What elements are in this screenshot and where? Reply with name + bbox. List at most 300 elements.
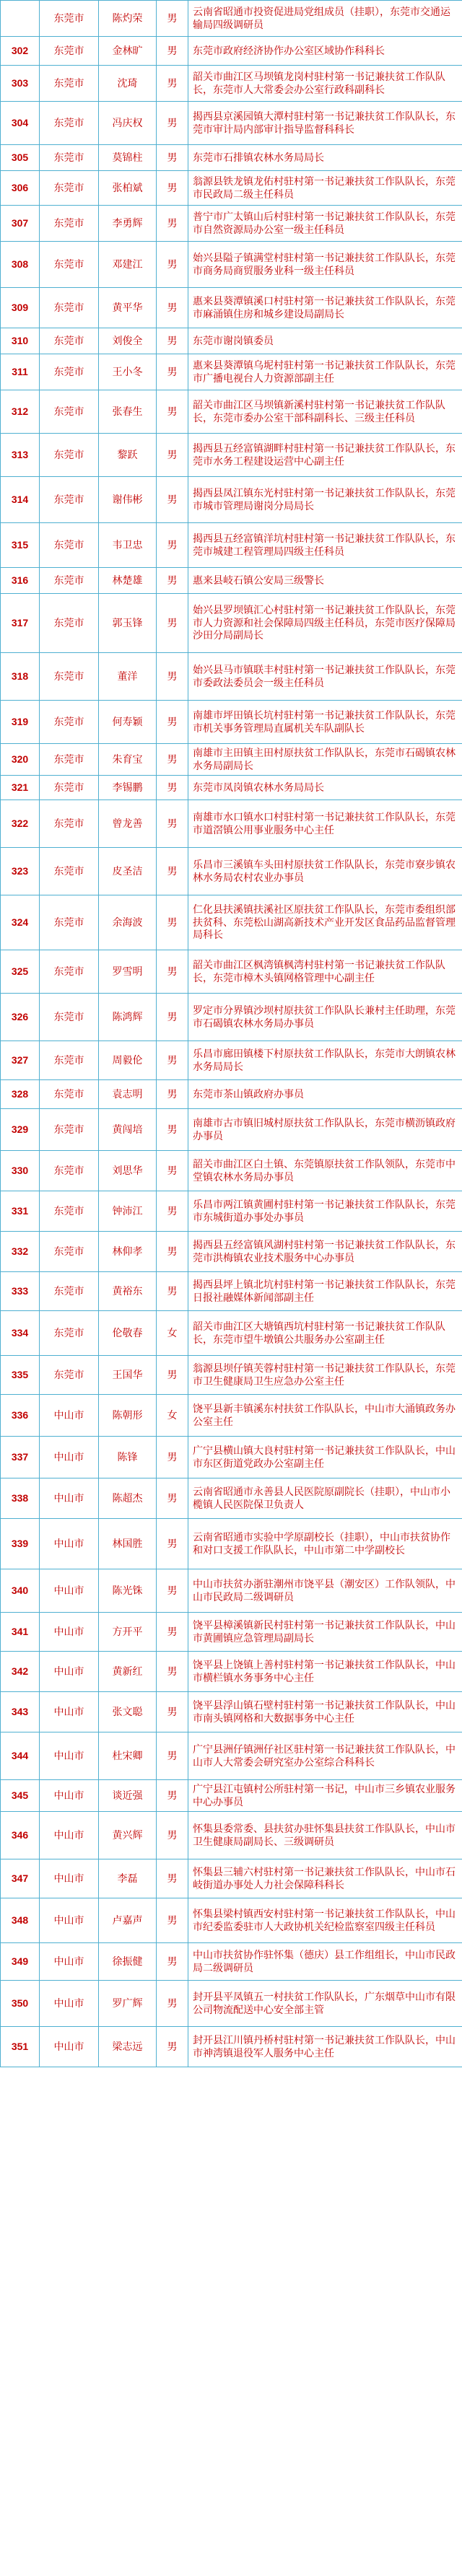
position-cell: 广宁县江屯镇村公所驻村第一书记，中山市三乡镇农业服务中心办事员	[188, 1780, 462, 1812]
name-cell: 邓建江	[99, 242, 157, 288]
gender-cell: 男	[157, 288, 188, 328]
table-row	[1, 1080, 462, 1109]
gender-cell: 男	[157, 1437, 188, 1478]
gender-cell: 男	[157, 1191, 188, 1232]
position-cell: 南雄市主田镇主田村原扶贫工作队队长，东莞市石碣镇农林水务局副局长	[188, 744, 462, 776]
gender-cell: 男	[157, 1780, 188, 1812]
name-cell: 林国胜	[99, 1519, 157, 1569]
gender-cell: 男	[157, 1272, 188, 1311]
table-row	[1, 800, 462, 848]
gender-cell: 男	[157, 744, 188, 776]
table-row	[1, 1692, 462, 1732]
position-cell: 仁化县扶溪镇扶溪社区原扶贫工作队队长，东莞市委组织部扶贫科、东莞松山湖高新技术产业开发区食品药品监督管理局科长	[188, 895, 462, 950]
city-cell: 东莞市	[40, 701, 99, 744]
row-number: 311	[1, 354, 40, 390]
city-cell: 东莞市	[40, 1232, 99, 1272]
city-cell: 东莞市	[40, 1356, 99, 1395]
table-row	[1, 1981, 462, 2027]
gender-cell: 男	[157, 1109, 188, 1151]
gender-cell: 男	[157, 354, 188, 390]
position-cell: 东莞市茶山镇政府办事员	[188, 1080, 462, 1109]
city-cell: 东莞市	[40, 1109, 99, 1151]
city-cell: 东莞市	[40, 328, 99, 354]
name-cell: 卢嘉声	[99, 1898, 157, 1943]
name-cell: 梁志远	[99, 2027, 157, 2067]
table-row	[1, 1943, 462, 1981]
position-cell: 韶关市曲江区马坝镇龙岗村驻村第一书记兼扶贫工作队队长，东莞市人大常委会办公室行政科副科长	[188, 66, 462, 102]
name-cell: 张柏斌	[99, 171, 157, 206]
row-number: 345	[1, 1780, 40, 1812]
name-cell: 伦敬春	[99, 1311, 157, 1356]
position-cell: 始兴县隘子镇满堂村驻村第一书记兼扶贫工作队队长，东莞市商务局商贸服务业科一级主任科员	[188, 242, 462, 288]
city-cell: 中山市	[40, 1692, 99, 1732]
city-cell: 东莞市	[40, 434, 99, 477]
city-cell: 东莞市	[40, 206, 99, 242]
row-number: 324	[1, 895, 40, 950]
position-cell: 惠来县岐石镇公安局三级警长	[188, 568, 462, 594]
name-cell: 林楚雄	[99, 568, 157, 594]
gender-cell: 男	[157, 1613, 188, 1652]
name-cell: 韦卫忠	[99, 523, 157, 568]
gender-cell: 男	[157, 145, 188, 171]
name-cell: 陈灼荣	[99, 1, 157, 37]
gender-cell: 男	[157, 594, 188, 653]
table-row	[1, 1437, 462, 1478]
city-cell: 东莞市	[40, 568, 99, 594]
row-number: 331	[1, 1191, 40, 1232]
row-number: 322	[1, 800, 40, 848]
row-number: 310	[1, 328, 40, 354]
position-cell: 东莞市凤岗镇农林水务局局长	[188, 776, 462, 800]
name-cell: 周毅伦	[99, 1041, 157, 1080]
city-cell: 东莞市	[40, 994, 99, 1041]
table-row	[1, 1151, 462, 1191]
table-row	[1, 1478, 462, 1519]
table-row	[1, 390, 462, 434]
gender-cell: 男	[157, 950, 188, 994]
table-row	[1, 1652, 462, 1692]
position-cell: 南雄市古市镇旧城村原扶贫工作队队长，东莞市横沥镇政府办事员	[188, 1109, 462, 1151]
name-cell: 罗雪明	[99, 950, 157, 994]
name-cell: 张春生	[99, 390, 157, 434]
position-cell: 韶关市曲江区马坝镇新溪村驻村第一书记兼扶贫工作队队长，东莞市委办公室干部科副科长、三级主任科员	[188, 390, 462, 434]
name-cell: 冯庆权	[99, 102, 157, 145]
gender-cell: 男	[157, 1, 188, 37]
city-cell: 东莞市	[40, 594, 99, 653]
gender-cell: 男	[157, 1080, 188, 1109]
city-cell: 东莞市	[40, 1151, 99, 1191]
name-cell: 杜宋卿	[99, 1732, 157, 1780]
row-number: 321	[1, 776, 40, 800]
table-row	[1, 1859, 462, 1898]
row-number: 334	[1, 1311, 40, 1356]
row-number: 307	[1, 206, 40, 242]
position-cell: 惠来县葵潭镇溪口村驻村第一书记兼扶贫工作队队长，东莞市麻涌镇住房和城乡建设局副局长	[188, 288, 462, 328]
name-cell: 陈光铢	[99, 1569, 157, 1613]
city-cell: 中山市	[40, 1395, 99, 1437]
table-row	[1, 744, 462, 776]
position-cell: 广宁县横山镇大良村驻村第一书记兼扶贫工作队队长，中山市东区街道党政办公室副主任	[188, 1437, 462, 1478]
gender-cell: 女	[157, 1311, 188, 1356]
position-cell: 揭西县五经富镇风湖村驻村第一书记兼扶贫工作队队长，东莞市洪梅镇农业技术服务中心办事员	[188, 1232, 462, 1272]
name-cell: 罗广辉	[99, 1981, 157, 2027]
gender-cell: 男	[157, 848, 188, 895]
table-row	[1, 2027, 462, 2067]
gender-cell: 男	[157, 653, 188, 701]
row-number: 338	[1, 1478, 40, 1519]
city-cell: 东莞市	[40, 242, 99, 288]
position-cell: 南雄市坪田镇长坑村驻村第一书记兼扶贫工作队队长，东莞市机关事务管理局直属机关车队副队长	[188, 701, 462, 744]
position-cell: 饶平县上饶镇上善村驻村第一书记兼扶贫工作队队长，中山市横栏镇水务事务中心主任	[188, 1652, 462, 1692]
gender-cell: 女	[157, 1395, 188, 1437]
row-number: 351	[1, 2027, 40, 2067]
gender-cell: 男	[157, 1981, 188, 2027]
position-cell: 中山市扶贫协作驻怀集（德庆）县工作组组长，中山市民政局二级调研员	[188, 1943, 462, 1981]
city-cell: 中山市	[40, 1478, 99, 1519]
position-cell: 翁源县铁龙镇龙佑村驻村第一书记兼扶贫工作队队长，东莞市民政局二级主任科员	[188, 171, 462, 206]
city-cell: 中山市	[40, 1898, 99, 1943]
row-number: 317	[1, 594, 40, 653]
gender-cell: 男	[157, 1812, 188, 1859]
city-cell: 中山市	[40, 1812, 99, 1859]
table-row	[1, 1898, 462, 1943]
gender-cell: 男	[157, 568, 188, 594]
table-row	[1, 1569, 462, 1613]
row-number: 320	[1, 744, 40, 776]
city-cell: 东莞市	[40, 1041, 99, 1080]
city-cell: 中山市	[40, 2027, 99, 2067]
city-cell: 东莞市	[40, 776, 99, 800]
table-row	[1, 242, 462, 288]
row-number: 344	[1, 1732, 40, 1780]
name-cell: 张文聪	[99, 1692, 157, 1732]
table-row	[1, 776, 462, 800]
row-number: 340	[1, 1569, 40, 1613]
name-cell: 陈朝形	[99, 1395, 157, 1437]
row-number: 328	[1, 1080, 40, 1109]
name-cell: 陈锋	[99, 1437, 157, 1478]
position-cell: 东莞市石排镇农林水务局局长	[188, 145, 462, 171]
position-cell: 云南省昭通市投资促进局党组成员（挂职），东莞市交通运输局四级调研员	[188, 1, 462, 37]
gender-cell: 男	[157, 994, 188, 1041]
name-cell: 徐振健	[99, 1943, 157, 1981]
position-cell: 揭西县京溪园镇大潭村驻村第一书记兼扶贫工作队队长，东莞市审计局内部审计指导监督科科长	[188, 102, 462, 145]
position-cell: 韶关市曲江区白土镇、东莞镇原扶贫工作队领队，东莞市中堂镇农林水务局办事员	[188, 1151, 462, 1191]
gender-cell: 男	[157, 206, 188, 242]
table-row	[1, 1272, 462, 1311]
row-number: 342	[1, 1652, 40, 1692]
table-row	[1, 206, 462, 242]
gender-cell: 男	[157, 776, 188, 800]
position-cell: 东莞市谢岗镇委员	[188, 328, 462, 354]
row-number: 348	[1, 1898, 40, 1943]
city-cell: 东莞市	[40, 1191, 99, 1232]
gender-cell: 男	[157, 701, 188, 744]
name-cell: 皮圣洁	[99, 848, 157, 895]
gender-cell: 男	[157, 171, 188, 206]
name-cell: 黄裕东	[99, 1272, 157, 1311]
position-cell: 怀集县梁村镇西安村驻村第一书记兼扶贫工作队队长，中山市纪委监委驻市人大政协机关纪检监察室四级主任科员	[188, 1898, 462, 1943]
row-number	[1, 1, 40, 37]
name-cell: 王小冬	[99, 354, 157, 390]
gender-cell: 男	[157, 1859, 188, 1898]
position-cell: 封开县平凤镇五一村扶贫工作队队长，广东烟草中山市有限公司物流配送中心安全部主管	[188, 1981, 462, 2027]
row-number: 316	[1, 568, 40, 594]
position-cell: 惠来县葵潭镇乌坭村驻村第一书记兼扶贫工作队队长，东莞市广播电视台人力资源部副主任	[188, 354, 462, 390]
table-row	[1, 477, 462, 523]
table-row	[1, 1519, 462, 1569]
position-cell: 翁源县坝仔镇芙蓉村驻村第一书记兼扶贫工作队队长，东莞市卫生健康局卫生应急办公室主任	[188, 1356, 462, 1395]
name-cell: 朱育宝	[99, 744, 157, 776]
gender-cell: 男	[157, 895, 188, 950]
table-row	[1, 1613, 462, 1652]
name-cell: 刘思华	[99, 1151, 157, 1191]
table-row	[1, 568, 462, 594]
row-number: 332	[1, 1232, 40, 1272]
table-row	[1, 434, 462, 477]
city-cell: 中山市	[40, 1780, 99, 1812]
city-cell: 东莞市	[40, 1, 99, 37]
city-cell: 东莞市	[40, 744, 99, 776]
city-cell: 中山市	[40, 1652, 99, 1692]
name-cell: 何寿颖	[99, 701, 157, 744]
position-cell: 云南省昭通市实验中学原副校长（挂职），中山市扶贫协作和对口支援工作队队长，中山市第二中学副校长	[188, 1519, 462, 1569]
city-cell: 东莞市	[40, 477, 99, 523]
city-cell: 东莞市	[40, 1272, 99, 1311]
name-cell: 董洋	[99, 653, 157, 701]
city-cell: 东莞市	[40, 171, 99, 206]
row-number: 343	[1, 1692, 40, 1732]
position-cell: 广宁县洲仔镇洲仔社区驻村第一书记兼扶贫工作队队长，中山市人大常委会研究室办公室综合科科长	[188, 1732, 462, 1780]
row-number: 314	[1, 477, 40, 523]
row-number: 304	[1, 102, 40, 145]
table-row	[1, 1395, 462, 1437]
position-cell: 乐昌市廊田镇楼下村原扶贫工作队队长，东莞市大朗镇农林水务局局长	[188, 1041, 462, 1080]
city-cell: 中山市	[40, 1569, 99, 1613]
position-cell: 始兴县马市镇联丰村驻村第一书记兼扶贫工作队队长，东莞市委政法委员会一级主任科员	[188, 653, 462, 701]
table-row	[1, 895, 462, 950]
name-cell: 黎跃	[99, 434, 157, 477]
city-cell: 中山市	[40, 1437, 99, 1478]
table-row	[1, 145, 462, 171]
table-row	[1, 1041, 462, 1080]
name-cell: 陈鸿辉	[99, 994, 157, 1041]
city-cell: 东莞市	[40, 145, 99, 171]
gender-cell: 男	[157, 477, 188, 523]
gender-cell: 男	[157, 1232, 188, 1272]
gender-cell: 男	[157, 1569, 188, 1613]
gender-cell: 男	[157, 390, 188, 434]
gender-cell: 男	[157, 1943, 188, 1981]
table-row	[1, 1356, 462, 1395]
city-cell: 东莞市	[40, 37, 99, 66]
gender-cell: 男	[157, 523, 188, 568]
position-cell: 云南省昭通市永善县人民医院原副院长（挂职），中山市小榄镇人民医院保卫负责人	[188, 1478, 462, 1519]
gender-cell: 男	[157, 1732, 188, 1780]
row-number: 336	[1, 1395, 40, 1437]
city-cell: 东莞市	[40, 1080, 99, 1109]
name-cell: 黄兴辉	[99, 1812, 157, 1859]
table-row	[1, 37, 462, 66]
city-cell: 东莞市	[40, 390, 99, 434]
table-row	[1, 1, 462, 37]
city-cell: 中山市	[40, 1519, 99, 1569]
name-cell: 王国华	[99, 1356, 157, 1395]
city-cell: 东莞市	[40, 523, 99, 568]
name-cell: 郭玉锋	[99, 594, 157, 653]
gender-cell: 男	[157, 1652, 188, 1692]
row-number: 323	[1, 848, 40, 895]
position-cell: 中山市扶贫办浙驻潮州市饶平县（潮安区）工作队领队，中山市民政局二级调研员	[188, 1569, 462, 1613]
name-cell: 谈近强	[99, 1780, 157, 1812]
name-cell: 李锡鹏	[99, 776, 157, 800]
city-cell: 东莞市	[40, 950, 99, 994]
table-row	[1, 950, 462, 994]
city-cell: 东莞市	[40, 848, 99, 895]
row-number: 329	[1, 1109, 40, 1151]
gender-cell: 男	[157, 1041, 188, 1080]
position-cell: 揭西县坪上镇北坑村驻村第一书记兼扶贫工作队队长，东莞日报社融媒体新闻部副主任	[188, 1272, 462, 1311]
gender-cell: 男	[157, 1356, 188, 1395]
table-row	[1, 288, 462, 328]
table-row	[1, 1311, 462, 1356]
name-cell: 方开平	[99, 1613, 157, 1652]
table-row	[1, 66, 462, 102]
row-number: 341	[1, 1613, 40, 1652]
table-row	[1, 102, 462, 145]
row-number: 330	[1, 1151, 40, 1191]
table-row	[1, 594, 462, 653]
position-cell: 怀集县委常委、县扶贫办驻怀集县扶贫工作队队长，中山市卫生健康局副局长、三级调研员	[188, 1812, 462, 1859]
row-number: 305	[1, 145, 40, 171]
name-cell: 黄新红	[99, 1652, 157, 1692]
row-number: 306	[1, 171, 40, 206]
table-row	[1, 354, 462, 390]
city-cell: 中山市	[40, 1981, 99, 2027]
name-cell: 黄闯培	[99, 1109, 157, 1151]
name-cell: 林仰孝	[99, 1232, 157, 1272]
row-number: 308	[1, 242, 40, 288]
city-cell: 中山市	[40, 1859, 99, 1898]
gender-cell: 男	[157, 2027, 188, 2067]
name-cell: 谢伟彬	[99, 477, 157, 523]
position-cell: 揭西县五经富镇洋坑村驻村第一书记兼扶贫工作队队长，东莞市城建工程管理局四级主任科员	[188, 523, 462, 568]
name-cell: 莫锦柱	[99, 145, 157, 171]
position-cell: 罗定市分界镇沙坝村原扶贫工作队队长兼村主任助理，东莞市石碣镇农林水务局办事员	[188, 994, 462, 1041]
table-row	[1, 328, 462, 354]
gender-cell: 男	[157, 800, 188, 848]
position-cell: 饶平县浮山镇石壁村驻村第一书记兼扶贫工作队队长，中山市南头镇网格和大数据事务中心主任	[188, 1692, 462, 1732]
row-number: 312	[1, 390, 40, 434]
table-row	[1, 523, 462, 568]
gender-cell: 男	[157, 102, 188, 145]
position-cell: 普宁市广太镇山后村驻村第一书记兼扶贫工作队队长，东莞市自然资源局办公室一级主任科员	[188, 206, 462, 242]
gender-cell: 男	[157, 242, 188, 288]
row-number: 303	[1, 66, 40, 102]
city-cell: 中山市	[40, 1732, 99, 1780]
position-cell: 揭西县五经富镇湖畔村驻村第一书记兼扶贫工作队队长，东莞市水务工程建设运营中心副主任	[188, 434, 462, 477]
city-cell: 东莞市	[40, 354, 99, 390]
name-cell: 李磊	[99, 1859, 157, 1898]
row-number: 319	[1, 701, 40, 744]
row-number: 309	[1, 288, 40, 328]
name-cell: 钟沛江	[99, 1191, 157, 1232]
gender-cell: 男	[157, 328, 188, 354]
name-cell: 陈超杰	[99, 1478, 157, 1519]
gender-cell: 男	[157, 1151, 188, 1191]
position-cell: 韶关市曲江区大塘镇西坑村驻村第一书记兼扶贫工作队队长，东莞市望牛墩镇公共服务办公室副主任	[188, 1311, 462, 1356]
position-cell: 怀集县三辅六村驻村第一书记兼扶贫工作队队长，中山市石岐街道办事处人力社会保障科科长	[188, 1859, 462, 1898]
position-cell: 饶平县新丰镇溪东村扶贫工作队队长，中山市大涌镇政务办公室主任	[188, 1395, 462, 1437]
row-number: 318	[1, 653, 40, 701]
row-number: 335	[1, 1356, 40, 1395]
position-cell: 南雄市水口镇水口村驻村第一书记兼扶贫工作队队长，东莞市道滘镇公用事业服务中心主任	[188, 800, 462, 848]
table-row	[1, 1191, 462, 1232]
table-row	[1, 1109, 462, 1151]
position-cell: 韶关市曲江区枫湾镇枫湾村驻村第一书记兼扶贫工作队队长，东莞市樟木头镇网格管理中心副主任	[188, 950, 462, 994]
city-cell: 东莞市	[40, 800, 99, 848]
row-number: 326	[1, 994, 40, 1041]
city-cell: 东莞市	[40, 102, 99, 145]
gender-cell: 男	[157, 434, 188, 477]
city-cell: 东莞市	[40, 288, 99, 328]
row-number: 327	[1, 1041, 40, 1080]
gender-cell: 男	[157, 66, 188, 102]
table-row	[1, 701, 462, 744]
table-row	[1, 994, 462, 1041]
table-row	[1, 1232, 462, 1272]
table-row	[1, 171, 462, 206]
row-number: 313	[1, 434, 40, 477]
name-cell: 刘俊全	[99, 328, 157, 354]
position-cell: 揭西县凤江镇东光村驻村第一书记兼扶贫工作队队长，东莞市城市管理局谢岗分局局长	[188, 477, 462, 523]
table-row	[1, 848, 462, 895]
name-cell: 李勇辉	[99, 206, 157, 242]
position-cell: 乐昌市两江镇黄圃村驻村第一书记兼扶贫工作队队长，东莞市东城街道办事处办事员	[188, 1191, 462, 1232]
row-number: 347	[1, 1859, 40, 1898]
position-cell: 始兴县罗坝镇汇心村驻村第一书记兼扶贫工作队队长，东莞市人力资源和社会保障局四级主任科员，东莞市医疗保障局沙田分局副局长	[188, 594, 462, 653]
city-cell: 东莞市	[40, 66, 99, 102]
row-number: 333	[1, 1272, 40, 1311]
gender-cell: 男	[157, 1692, 188, 1732]
position-cell: 饶平县樟溪镇新民村驻村第一书记兼扶贫工作队队长，中山市黄圃镇应急管理局副局长	[188, 1613, 462, 1652]
row-number: 315	[1, 523, 40, 568]
row-number: 325	[1, 950, 40, 994]
row-number: 346	[1, 1812, 40, 1859]
row-number: 339	[1, 1519, 40, 1569]
gender-cell: 男	[157, 37, 188, 66]
table-row	[1, 653, 462, 701]
position-cell: 乐昌市三溪镇车头田村原扶贫工作队队长，东莞市寮步镇农林水务局农村农业办事员	[188, 848, 462, 895]
name-cell: 沈琦	[99, 66, 157, 102]
city-cell: 东莞市	[40, 895, 99, 950]
name-cell: 余海波	[99, 895, 157, 950]
city-cell: 中山市	[40, 1943, 99, 1981]
city-cell: 东莞市	[40, 1311, 99, 1356]
city-cell: 中山市	[40, 1613, 99, 1652]
gender-cell: 男	[157, 1519, 188, 1569]
city-cell: 东莞市	[40, 653, 99, 701]
gender-cell: 男	[157, 1898, 188, 1943]
row-number: 337	[1, 1437, 40, 1478]
name-cell: 袁志明	[99, 1080, 157, 1109]
row-number: 350	[1, 1981, 40, 2027]
name-cell: 曾龙善	[99, 800, 157, 848]
gender-cell: 男	[157, 1478, 188, 1519]
row-number: 349	[1, 1943, 40, 1981]
position-cell: 东莞市政府经济协作办公室区域协作科科长	[188, 37, 462, 66]
table-row	[1, 1732, 462, 1780]
